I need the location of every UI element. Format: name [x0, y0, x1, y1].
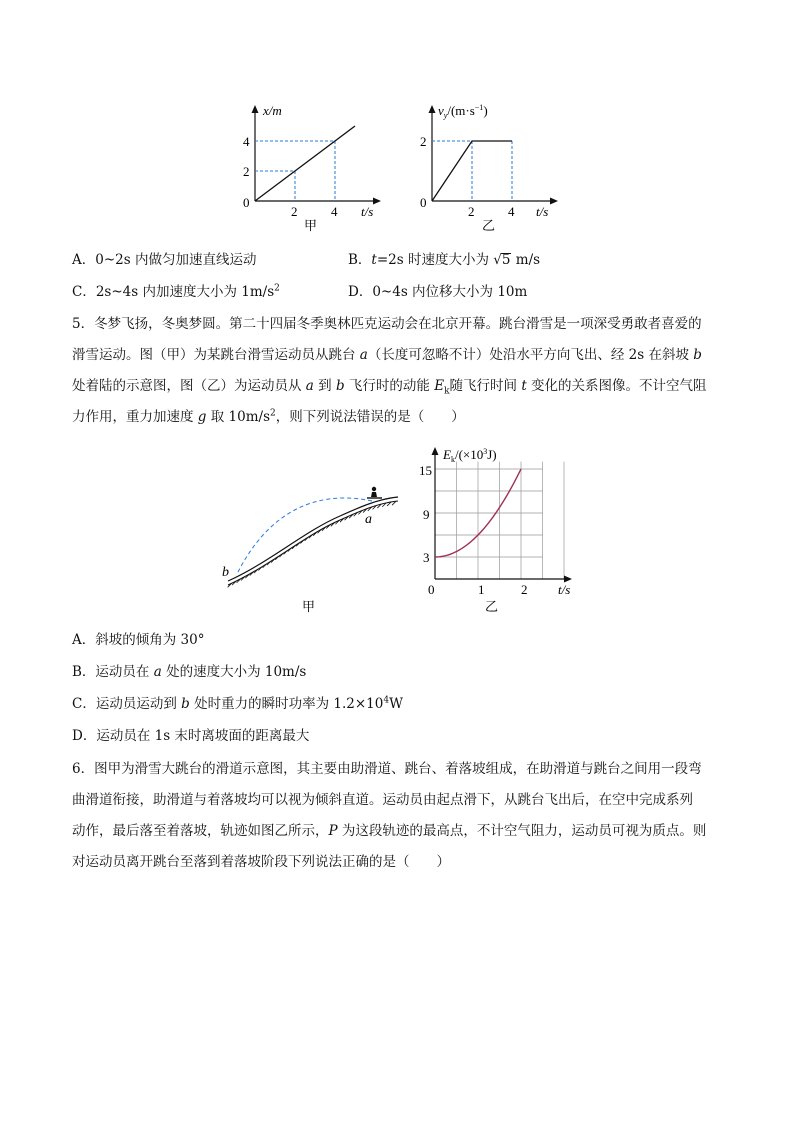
graph-jia-x-tick-4: 4 — [331, 204, 338, 219]
q4-option-b-unit: m/s — [511, 252, 541, 268]
ek-y-label: $E_k/(\times 10^3J)$ — [443, 447, 497, 464]
ek-y-tick-3: 3 — [423, 550, 430, 565]
q4-option-b-prefix: B． — [348, 252, 372, 268]
ek-y-tick-9: 9 — [423, 507, 430, 522]
ek-caption: 乙 — [485, 599, 499, 614]
ek-origin: 0 — [428, 582, 435, 597]
q5-line-3-t: t — [521, 378, 527, 394]
q5-line-1: 5．冬梦飞扬，冬奥梦圆。第二十四届冬季奥林匹克运动会在北京开幕。跳台滑雪是一项深受勇敢者喜爱的 — [72, 316, 702, 332]
graph-yi-x-tick-2: 2 — [468, 204, 475, 219]
q6-line-1: 6．图甲为滑雪大跳台的滑道示意图，其主要由助滑道、跳台、着落坡组成，在助滑道与跳台之间用一段弯 — [72, 761, 702, 777]
q6-line-2: 曲滑道衔接，助滑道与着落坡均可以视为倾斜直道。运动员由起点滑下，从跳台飞出后，在空中完成系列 — [72, 792, 693, 808]
q5-line-3-d: 随飞行时间 — [449, 378, 522, 394]
q4-option-b-radicand: 5 — [501, 252, 511, 268]
q5-line-4-g: g — [197, 409, 207, 425]
skier-icon — [367, 487, 382, 498]
q5-option-c-var: b — [181, 696, 190, 712]
q5-line-4 — [72, 408, 465, 426]
q5-option-c-exp: 4 — [383, 695, 390, 706]
graph-yi-axes — [429, 105, 559, 205]
q5-line-3-a: 处着陆的示意图，图（乙）为运动员从 — [72, 378, 306, 394]
q5-option-b-pre: B．运动员在 — [72, 664, 154, 680]
graph-jia-y-tick-4: 4 — [243, 134, 250, 149]
graph-jia-y-tick-2: 2 — [243, 164, 250, 179]
q5-figure-yi — [415, 438, 585, 618]
q4-option-b-mid: =2s 时速度大小为 — [376, 252, 494, 268]
q6-line-4: 对运动员离开跳台至落到着落坡阶段下列说法正确的是（ ） — [72, 854, 450, 870]
q5-line-2-a: 滑雪运动。图（甲）为某跳台滑雪运动员从跳台 — [72, 347, 360, 363]
q5-line-3 — [72, 377, 707, 395]
q5-line-4-c: ，则下列说法错误的是（ ） — [275, 409, 465, 425]
q4-option-b[interactable] — [348, 251, 540, 269]
graph-yi-x-label: t/s — [536, 204, 549, 219]
q5-line-3-var-a: a — [305, 378, 314, 394]
graph-yi-caption: 乙 — [482, 218, 496, 233]
q4-option-d[interactable]: D．0~4s 内位移大小为 10m — [348, 284, 528, 300]
ek-x-tick-1: 1 — [478, 582, 485, 597]
q5-line-3-e: 变化的关系图像。不计空气阻 — [526, 378, 707, 394]
q5-option-d[interactable]: D．运动员在 1s 末时离坡面的距离最大 — [72, 728, 310, 744]
graph-yi-x-tick-4: 4 — [508, 204, 515, 219]
q5-line-4-a: 力作用，重力加速度 — [72, 409, 198, 425]
q5-option-c-unit: W — [389, 696, 403, 712]
sqrt-icon: √ — [493, 252, 502, 268]
graph-yi-origin: 0 — [420, 195, 427, 210]
ek-grid — [435, 462, 564, 579]
ek-x-label: t/s — [558, 582, 571, 597]
q5-option-c[interactable] — [72, 695, 403, 713]
graph-jia-caption: 甲 — [304, 218, 318, 233]
q6-line-3-a: 动作，最后落至着落坡，轨迹如图乙所示， — [72, 823, 329, 839]
q5-line-2 — [72, 346, 702, 364]
q5-line-3-b: 到 — [313, 378, 336, 394]
graph-jia-origin: 0 — [243, 195, 250, 210]
q5-option-b-post: 处的速度大小为 10m/s — [161, 664, 307, 680]
graph-jia-x-label: t/s — [361, 204, 374, 219]
q4-option-c-exp: 2 — [274, 283, 280, 294]
slope-surface — [228, 497, 398, 581]
q5-fig-label-a: a — [365, 512, 372, 527]
q5-line-4-exp: 2 — [270, 408, 276, 419]
q4-option-c[interactable] — [72, 283, 280, 301]
graph-yi-y-label: $v_y/(m\cdot s^{-1})$ — [438, 103, 488, 120]
q6-var-p: P — [328, 823, 338, 839]
q5-option-b-var: a — [153, 664, 162, 680]
q6-line-3 — [72, 822, 706, 840]
graph-jia-x-tick-2: 2 — [291, 204, 298, 219]
q5-var-b: b — [693, 347, 702, 363]
q5-option-a[interactable]: A．斜坡的倾角为 30° — [72, 632, 205, 648]
q5-option-c-mid: 处时重力的瞬时功率为 1.2×10 — [189, 696, 384, 712]
q5-figure-jia — [210, 468, 410, 618]
ek-axes — [432, 447, 573, 583]
q5-line-2-b: （长度可忽略不计）处沿水平方向飞出、经 2s 在斜坡 — [367, 347, 694, 363]
q5-line-3-c: 飞行时的动能 — [344, 378, 435, 394]
graph-jia — [235, 98, 385, 234]
q5-line-3-k: k — [444, 386, 450, 397]
q5-line-3-E: E — [434, 378, 445, 394]
graph-jia-data-line — [255, 126, 355, 201]
q5-option-c-pre: C．运动员运动到 — [72, 696, 182, 712]
q4-option-c-text: C．2s~4s 内加速度大小为 1m/s — [72, 284, 275, 300]
graph-jia-y-label: x/m — [263, 103, 282, 118]
ek-y-tick-15: 15 — [419, 463, 432, 478]
q5-var-a: a — [359, 347, 368, 363]
q5-line-4-b: 取 10m/s — [206, 409, 270, 425]
q5-option-b[interactable] — [72, 663, 306, 681]
graph-yi-y-tick-2: 2 — [420, 134, 427, 149]
ek-x-tick-2: 2 — [521, 582, 528, 597]
q4-option-a[interactable]: A．0~2s 内做匀加速直线运动 — [72, 252, 257, 268]
q4-option-b-t: t — [371, 252, 377, 268]
graph-yi-dashed-guides — [432, 141, 512, 201]
q5-line-3-var-b: b — [335, 378, 345, 394]
q5-fig-jia-caption: 甲 — [302, 599, 316, 614]
graph-yi — [412, 98, 562, 234]
q5-fig-label-b: b — [222, 565, 229, 580]
q6-line-3-b: 为这段轨迹的最高点，不计空气阻力，运动员可视为质点。则 — [337, 823, 707, 839]
